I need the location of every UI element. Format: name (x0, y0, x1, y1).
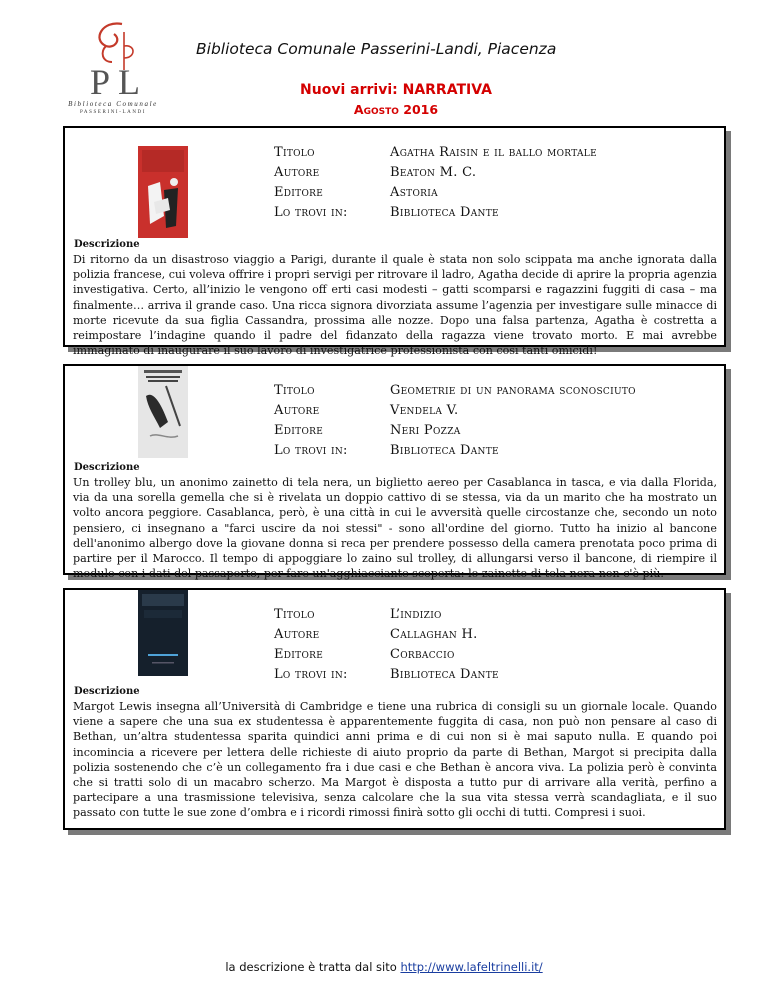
section-title: Nuovi arrivi: NARRATIVA (300, 82, 492, 98)
book-location: Biblioteca Dante (390, 666, 499, 682)
label-autore: Autore (274, 626, 320, 642)
description-label: Descrizione (74, 686, 140, 697)
label-lo-trovi-in: Lo trovi in: (274, 204, 348, 220)
book-description: Margot Lewis insegna all’Università di Cambridge e tiene una rubrica di consigli su un giornale locale. Quando viene a sapere che una sua ex studentessa è apparentemente fuggita di casa, non può non pensare al caso di Bethan, un’altra studentessa sparita quindici anni prima e di cui non si è mai saputo nulla. E quando poi incomincia a ricevere per lettera delle richieste di aiuto proprio da parte di Bethan, Margot si precipita dalla polizia sostenendo che c’è un collegamento fra i due casi e che Bethan è ancora viva. La polizia però è convinta che si tratti solo di un macabro scherzo. Ma Margot è disposta a tutto pur di arrivare alla verità, perfino a partecipare a una trasmissione televisiva, senza calcolare che la sua vita stessa verrà scandagliata, e il suo passato con tutte le sue zone d’ombra e i ricordi rimossi finirà sotto gli occhi di tutti. Compresi i suoi. (73, 700, 717, 820)
book-publisher: Neri Pozza (390, 422, 461, 438)
book-card (63, 588, 726, 830)
description-label: Descrizione (74, 239, 140, 250)
book-author: Beaton M. C. (390, 164, 477, 180)
book-location: Biblioteca Dante (390, 442, 499, 458)
book-publisher: Corbaccio (390, 646, 455, 662)
book-card (63, 126, 726, 358)
label-editore: Editore (274, 646, 324, 662)
book-publisher: Astoria (390, 184, 438, 200)
svg-text:L: L (118, 62, 140, 100)
footer-note (0, 960, 768, 974)
book-fields (274, 604, 499, 684)
source-link[interactable]: http://www.lafeltrinelli.it/ (400, 960, 543, 974)
label-titolo: Titolo (274, 144, 315, 160)
label-editore: Editore (274, 184, 324, 200)
book-cover (138, 590, 188, 676)
footer-text: la descrizione è tratta dal sito (225, 960, 401, 974)
label-autore: Autore (274, 402, 320, 418)
logo-line2: PASSERINI-LANDI (79, 110, 147, 115)
book-cover (138, 366, 188, 458)
label-lo-trovi-in: Lo trovi in: (274, 442, 348, 458)
svg-text:P: P (90, 62, 111, 100)
book-location: Biblioteca Dante (390, 204, 499, 220)
book-cover (138, 146, 188, 238)
book-description: Di ritorno da un disastroso viaggio a Parigi, durante il quale è stata non solo scippata ma anche ignorata dalla polizia francese, cui voleva offrire i propri servigi per ritrovare il ladro, Agatha decide di aprire la propria agenzia investigativa. Certo, all’inizio le vengono off erti casi modesti – gatti scomparsi e ragazzini fuggiti di casa – ma finalmente… arriva il grande caso. Una ricca signora divorziata assume l’agenzia per investigare sulle minacce di morte ricevute da sua figlia Cassandra, prossima alle nozze. Dopo una falsa partenza, Agatha è costretta a reimpostare l’indagine quando il padre del fidanzato della ragazza viene trovato morto. E mai avrebbe immaginato di inaugurare il suo lavoro di investigatrice professionista con così tanti omicidi! (73, 253, 717, 358)
book-title: Geometrie di un panorama sconosciuto (390, 382, 636, 398)
book-title: Agatha Raisin e il ballo mortale (390, 144, 597, 160)
book-fields (274, 142, 597, 222)
book-card (63, 364, 726, 581)
book-title: L’indizio (390, 606, 442, 622)
label-lo-trovi-in: Lo trovi in: (274, 666, 348, 682)
book-description: Un trolley blu, un anonimo zainetto di tela nera, un biglietto aereo per Casablanca in tasca, e via dalla Florida, via da una sorella gemella che si è rivelata un doppio cattivo di se stessa, via da un marito che ha mostrato un volto ancora peggiore. Casablanca, però, è una città in cui le avversità quelle circostanze che, secondo un noto pensiero, ci insegnano a "farci uscire da noi stessi" - sono all'ordine del giorno. Tutto ha inizio al bancone dell'anonimo albergo dove la giovane donna si reca per prendere possesso della camera prenotata poco prima di partire per il Marocco. Il tempo di appoggiare lo zaino sul trolley, di allungarsi verso il bancone, di riempire il modulo con i dati del passaporto, per fare un'agghiacciante scoperta: lo zainetto di tela nera non c'è più. (73, 476, 717, 581)
book-fields (274, 380, 636, 460)
label-editore: Editore (274, 422, 324, 438)
label-titolo: Titolo (274, 606, 315, 622)
period: Agosto 2016 (353, 102, 439, 117)
label-titolo: Titolo (274, 382, 315, 398)
label-autore: Autore (274, 164, 320, 180)
book-author: Vendela V. (390, 402, 459, 418)
logo-line1: Biblioteca Comunale (68, 100, 158, 108)
library-name: Biblioteca Comunale Passerini-Landi, Piacenza (196, 40, 557, 58)
description-label: Descrizione (74, 462, 140, 473)
book-author: Callaghan H. (390, 626, 478, 642)
